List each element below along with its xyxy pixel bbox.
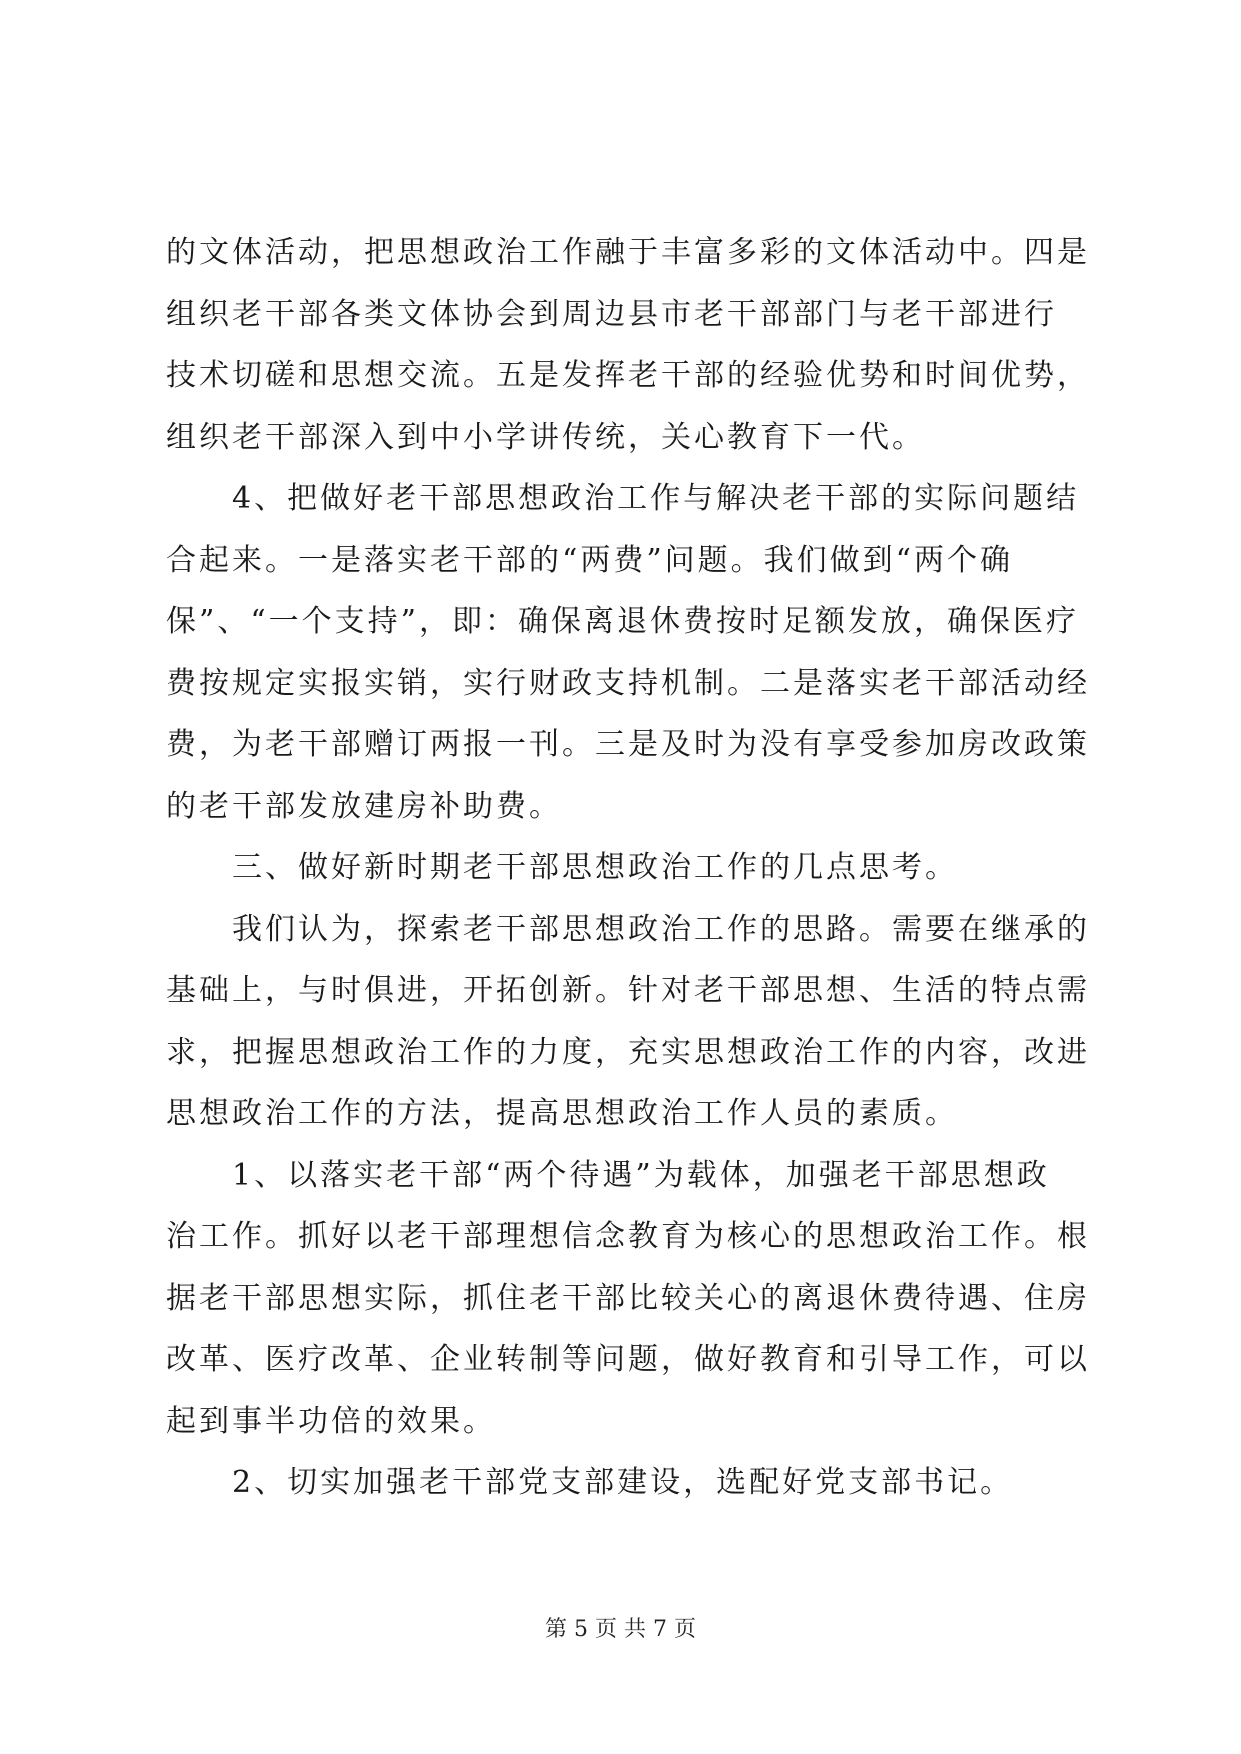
section-heading: 三、做好新时期老干部思想政治工作的几点思考。 (232, 850, 958, 885)
body-line: 改革、医疗改革、企业转制等问题，做好教育和引导工作，可以 (166, 1342, 1090, 1377)
body-line: 治工作。抓好以老干部理想信念教育为核心的思想政治工作。根 (166, 1219, 1090, 1254)
body-line: 保”、“一个支持”，即：确保离退休费按时足额发放，确保医疗 (166, 604, 1080, 639)
body-line: 求，把握思想政治工作的力度，充实思想政治工作的内容，改进 (166, 1034, 1090, 1070)
body-line: 的文体活动，把思想政治工作融于丰富多彩的文体活动中。四是 (166, 235, 1090, 270)
body-line: 的老干部发放建房补助费。 (166, 788, 562, 824)
body-line: 组织老干部各类文体协会到周边县市老干部部门与老干部进行 (166, 296, 1057, 332)
body-line: 思想政治工作的方法，提高思想政治工作人员的素质。 (166, 1096, 958, 1131)
body-line: 1、以落实老干部“两个待遇”为载体，加强老干部思想政 (232, 1157, 1050, 1193)
document-body (166, 222, 1090, 1514)
body-line: 合起来。一是落实老干部的“两费”问题。我们做到“两个确 (166, 542, 1014, 578)
body-line: 组织老干部深入到中小学讲传统，关心教育下一代。 (166, 419, 925, 455)
body-line: 费，为老干部赠订两报一刊。三是及时为没有享受参加房改政策 (166, 727, 1090, 762)
body-line: 我们认为，探索老干部思想政治工作的思路。需要在继承的 (232, 911, 1090, 947)
page-footer: 第 5 页 共 7 页 (545, 1617, 696, 1642)
body-line: 费按规定实报实销，实行财政支持机制。二是落实老干部活动经 (166, 665, 1090, 701)
body-line: 4、把做好老干部思想政治工作与解决老干部的实际问题结 (232, 481, 1080, 516)
body-line: 起到事半功倍的效果。 (166, 1403, 496, 1439)
body-line: 据老干部思想实际，抓住老干部比较关心的离退休费待遇、住房 (166, 1280, 1090, 1316)
body-line: 基础上，与时俱进，开拓创新。针对老干部思想、生活的特点需 (166, 973, 1090, 1008)
body-line: 2、切实加强老干部党支部建设，选配好党支部书记。 (232, 1465, 1014, 1500)
body-line: 技术切磋和思想交流。五是发挥老干部的经验优势和时间优势， (166, 358, 1090, 393)
